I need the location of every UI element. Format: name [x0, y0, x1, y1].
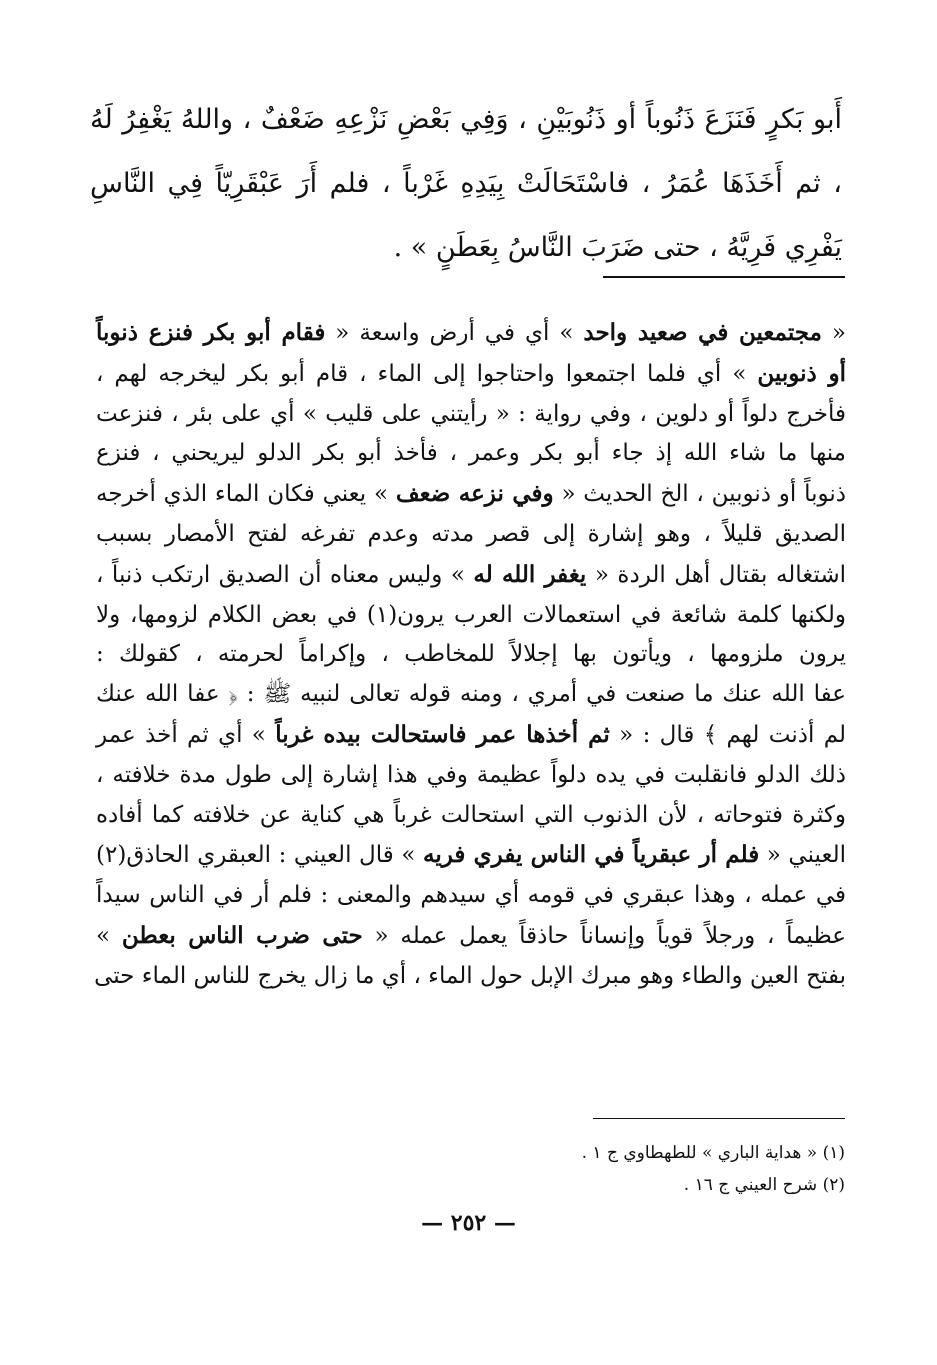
- commentary-text: » قال العيني : العبقري الحاذق(٢): [96, 842, 423, 869]
- commentary-text: وكثرة فتوحاته ، لأن الذنوب التي استحالت غرباً هي كناية عن خلافته كما أفاده: [96, 801, 846, 828]
- commentary-line: [96, 474, 846, 515]
- commentary-line: [96, 515, 846, 555]
- commentary-line: [96, 555, 846, 596]
- commentary-text: » أي ثم أخذ عمر: [96, 721, 276, 748]
- commentary-line: [96, 675, 846, 715]
- commentary-line: [96, 916, 846, 957]
- hadith-quote-bold: فلم أر عبقرياً في الناس يفري فريه: [422, 841, 760, 869]
- commentary-text: في عمله ، وهذا عبقري في قومه أي سيدهم والمعنى : فلم أر في الناس سيداً: [96, 882, 846, 909]
- footnotes: [300, 1137, 845, 1201]
- commentary-text: ذلك الدلو فانقلبت في يده دلواً عظيمة وفي هذا إشارة إلى طول مدة خلافته ،: [96, 761, 846, 788]
- hadith-quote-bold: أو ذنوبين: [757, 359, 846, 387]
- commentary-line: [96, 876, 846, 916]
- commentary-line: [96, 715, 846, 756]
- commentary-text: عفا الله عنك ما صنعت في أمري ، ومنه قوله تعالى لنبيه ﷺ : ﴿ عفا الله عنك: [96, 681, 846, 708]
- commentary-line: [96, 395, 846, 435]
- commentary-line: [96, 635, 846, 675]
- commentary-text: ولكنها كلمة شائعة في استعمالات العرب يرون(١) في بعض الكلام لزومها، ولا: [96, 601, 846, 628]
- hadith-quote-bold: وفي نزعه ضعف: [395, 480, 554, 508]
- commentary-line: [96, 957, 846, 997]
- commentary-text: ذنوباً أو ذنوبين ، الخ الحديث «: [553, 481, 847, 508]
- commentary-text: لم أذنت لهم ﴾ قال : «: [609, 721, 847, 748]
- hadith-quote-bold: يغفر الله له: [473, 560, 587, 588]
- commentary-text: عظيماً ، ورجلاً قوياً وإنساناً حاذقاً يعمل عمله «: [362, 922, 846, 949]
- commentary-text: » وليس معناه أن الصديق ارتكب ذنباً ،: [96, 561, 474, 588]
- commentary-line: [96, 354, 846, 395]
- hadith-quote-bold: فقام أبو بكر فنزع ذنوباً: [96, 319, 326, 346]
- commentary-text: الصديق قليلاً ، وهو إشارة إلى قصر مدته وعدم تفرغه لفتح الأمصار بسبب: [96, 520, 846, 547]
- commentary-text: «: [821, 320, 846, 346]
- commentary-text: » أي في أرض واسعة «: [325, 320, 584, 346]
- commentary-text: العيني «: [759, 842, 846, 869]
- page-number: — ٢٥٢ —: [421, 1210, 516, 1236]
- commentary-text: يرون ملزومها ، ويأتون بها إجلالاً للمخاطب ، وإكراماً لحرمته ، كقولك :: [96, 641, 846, 668]
- hadith-text: أَبو بَكرٍ فَنَزَعَ ذَنُوباً أو ذَنُوبَيْنِ ، وَفِي بَعْضِ نَزْعِهِ ضَعْفٌ ، واللهُ يَغْفِرُ لَهُ ، ثم أَخَذَهَا عُمَرُ ، فاسْتَحَالَتْ بِيَدِهِ غَرْباً ، فلم أَرَ عَبْقَرِيّاً فِي النَّاسِ يَفْرِي فَرِيَّهُ ، حتى ضَرَبَ النَّاسُ بِعَطَنٍ » .: [90, 104, 842, 263]
- footnote-1: (١) « هداية الباري » للطهطاوي ج ١ .: [581, 1143, 845, 1163]
- commentary-text: »: [96, 922, 122, 949]
- commentary-line: [96, 313, 846, 354]
- commentary-text: » يعني فكان الماء الذي أخرجه: [96, 481, 396, 508]
- commentary-text: فأخرج دلواً أو دلوين ، وفي رواية : « رأيتني على قليب » أي على بئر ، فنزعت: [96, 400, 846, 427]
- separator-line: [603, 276, 845, 278]
- commentary-line: [96, 596, 846, 636]
- commentary-text: بفتح العين والطاء وهو مبرك الإبل حول الماء ، أي ما زال يخرج للناس الماء حتى: [94, 962, 846, 989]
- commentary-line: [96, 756, 846, 796]
- commentary-text: اشتغاله بقتال أهل الردة «: [586, 561, 846, 588]
- hadith-quote-bold: حتى ضرب الناس بعطن: [121, 921, 363, 949]
- hadith-quote-bold: ثم أخذها عمر فاستحالت بيده غرباً: [275, 720, 610, 748]
- commentary-line: [96, 796, 846, 836]
- footnote-separator: [593, 1118, 845, 1119]
- commentary-text: » أي فلما اجتمعوا واحتاجوا إلى الماء ، قام أبو بكر ليخرجه لهم ،: [96, 360, 758, 387]
- commentary-line: [96, 434, 846, 474]
- footnote-2: (٢) شرح العيني ج ١٦ .: [683, 1175, 845, 1195]
- hadith-quote-bold: مجتمعين في صعيد واحد: [583, 319, 822, 346]
- commentary-text: منها ما شاء الله إذ جاء أبو بكر وعمر ، فأخذ أبو بكر الدلو ليريحني ، فنزع: [96, 440, 846, 467]
- commentary-line: [96, 835, 846, 876]
- commentary-paragraph: [96, 313, 846, 997]
